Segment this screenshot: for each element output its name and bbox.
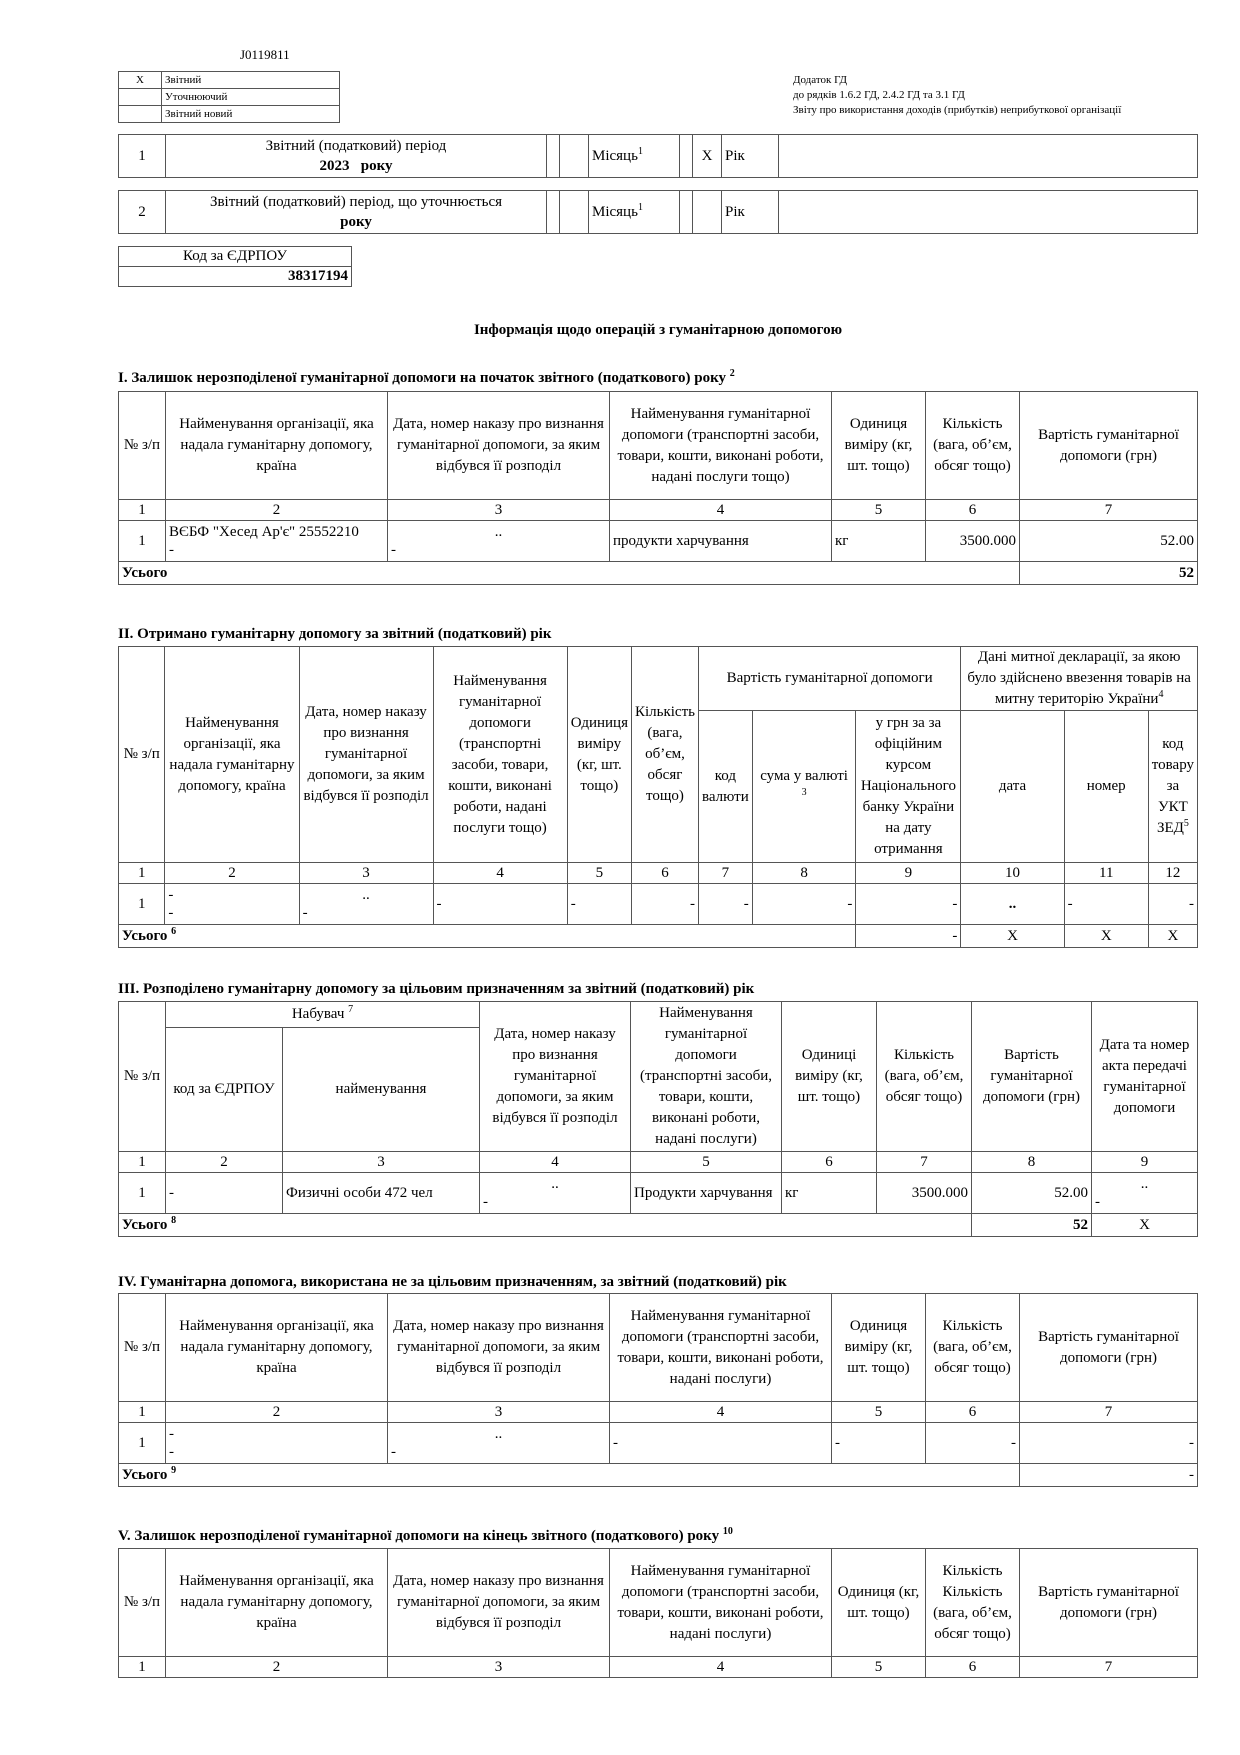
total-x: X <box>1148 925 1197 948</box>
period-year-suffix: року <box>360 158 393 174</box>
col-header: Найменування організації, яка надала гуманітарну допомогу, країна <box>166 392 388 500</box>
col-number: 2 <box>165 863 299 884</box>
col-number: 9 <box>1092 1152 1198 1173</box>
col-number: 6 <box>926 1402 1020 1423</box>
total-label: Усього $^6$ <box>119 925 856 948</box>
col-header: код за ЄДРПОУ <box>166 1028 283 1152</box>
col-number: 12 <box>1148 863 1197 884</box>
col-number: 1 <box>119 1402 166 1423</box>
month-box[interactable] <box>560 191 589 234</box>
row-sum-currency: - <box>752 884 856 925</box>
col-number: 3 <box>299 863 433 884</box>
col-header: Кількість (вага, об’єм, обсяг тощо) <box>631 647 698 863</box>
col-number: 5 <box>567 863 631 884</box>
col-number: 2 <box>166 1402 388 1423</box>
period-row-1 <box>118 134 1198 178</box>
row-quantity: - <box>631 884 698 925</box>
col-number: 4 <box>610 500 832 521</box>
period-number: 2 <box>119 191 166 234</box>
col-header: Найменування організації, яка надала гуманітарну допомогу, країна <box>165 647 299 863</box>
col-header: Найменування організації, яка надала гуманітарну допомогу, країна <box>166 1549 388 1657</box>
row-number: 1 <box>119 1173 166 1214</box>
report-type-mark[interactable] <box>119 89 162 106</box>
col-number: 2 <box>166 1657 388 1678</box>
appendix-note <box>793 73 1121 118</box>
row-aid-name: Продукти харчування <box>631 1173 782 1214</box>
row-aid-name: продукти харчування <box>610 521 832 562</box>
row-org: - - <box>165 884 299 925</box>
section-5-title: V. Залишок нерозподіленої гуманітарної допомоги на кінець звітного (податкового) року $^{10}$ <box>118 1526 733 1544</box>
col-header: № з/п <box>119 392 166 500</box>
total-label: Усього <box>119 562 1020 585</box>
col-number: 9 <box>856 863 961 884</box>
col-number: 1 <box>119 863 165 884</box>
col-number: 11 <box>1064 863 1148 884</box>
col-number: 2 <box>166 500 388 521</box>
col-header: номер <box>1064 711 1148 863</box>
col-header: Вартість гуманітарної допомоги (грн) <box>1020 1549 1198 1657</box>
col-number: 3 <box>283 1152 480 1173</box>
col-header: Найменування гуманітарної допомоги (транспортні засоби, товари, кошти, виконані роботи, надані послуги) <box>610 1549 832 1657</box>
col-number: 5 <box>832 1402 926 1423</box>
section-4-title: IV. Гуманітарна допомога, використана не за цільовим призначенням, за звітний (податковий) рік <box>118 1274 787 1290</box>
month-label: Місяць$^1$ <box>589 191 680 234</box>
col-header: Найменування гуманітарної допомоги (транспортні засоби, товари, кошти, виконані роботи, надані послуги тощо) <box>610 392 832 500</box>
col-header: Дата, номер наказу про визнання гуманітарної допомоги, за яким відбувся її розподіл <box>388 1549 610 1657</box>
row-unit: - <box>567 884 631 925</box>
col-number: 10 <box>961 863 1064 884</box>
row-customs-date: .. <box>961 884 1064 925</box>
spacer-cell <box>547 191 560 234</box>
col-header: Найменування організації, яка надала гуманітарну допомогу, країна <box>166 1294 388 1402</box>
col-header: Дата, номер наказу про визнання гуманітарної допомоги, за яким відбувся її розподіл <box>388 1294 610 1402</box>
table-row <box>119 1423 1198 1464</box>
period-year[interactable]: 2023 <box>319 158 350 174</box>
col-header: код валюти <box>698 711 752 863</box>
col-header: код товару за УКТ ЗЕД$^5$ <box>1148 711 1197 863</box>
col-header: Вартість гуманітарної допомоги (грн) <box>1020 392 1198 500</box>
col-header: Вартість гуманітарної допомоги <box>698 647 960 711</box>
col-number: 6 <box>926 1657 1020 1678</box>
row-unit: кг <box>832 521 926 562</box>
table-row <box>119 521 1198 562</box>
row-customs-number: - <box>1064 884 1148 925</box>
row-org: ВЄБФ "Хесед Ар'є" 25552210 - <box>166 521 388 562</box>
report-type-label: Звітний <box>162 72 340 89</box>
row-quantity: 3500.000 <box>926 521 1020 562</box>
col-header: Вартість гуманітарної допомоги (грн) <box>972 1002 1092 1152</box>
col-header: Одиниця виміру (кг, шт. тощо) <box>567 647 631 863</box>
report-type-label: Звітний новий <box>162 106 340 123</box>
total-row <box>119 1214 1198 1237</box>
section-2-table <box>118 646 1198 948</box>
spacer-cell <box>779 191 1198 234</box>
col-header: Дані митної декларації, за якою було здійснено ввезення товарів на митну територію України$^4$ <box>961 647 1198 711</box>
period-year-suffix: року <box>340 214 372 230</box>
col-header: Дата та номер акта передачі гуманітарної допомоги <box>1092 1002 1198 1152</box>
col-header: Дата, номер наказу про визнання гуманітарної допомоги, за яким відбувся її розподіл <box>299 647 433 863</box>
row-cost: 52.00 <box>972 1173 1092 1214</box>
col-number: 8 <box>972 1152 1092 1173</box>
col-number: 8 <box>752 863 856 884</box>
row-sum-uah: - <box>856 884 961 925</box>
col-number: 1 <box>119 1657 166 1678</box>
row-quantity: 3500.000 <box>877 1173 972 1214</box>
col-number: 1 <box>119 500 166 521</box>
total-x: X <box>1092 1214 1198 1237</box>
section-4-table <box>118 1293 1198 1487</box>
col-header: найменування <box>283 1028 480 1152</box>
col-header: № з/п <box>119 1002 166 1152</box>
edrpou-value[interactable]: 38317194 <box>119 267 352 287</box>
col-header: Набувач $^7$ <box>166 1002 480 1028</box>
row-date: .. - <box>388 1423 610 1464</box>
col-number: 4 <box>480 1152 631 1173</box>
col-header: Найменування гуманітарної допомоги (транспортні засоби, товари, кошти, виконані роботи, надані послуги) <box>631 1002 782 1152</box>
spacer-cell <box>680 191 693 234</box>
row-date: .. - <box>388 521 610 562</box>
col-number: 2 <box>166 1152 283 1173</box>
col-header: Кількість Кількість (вага, об’єм, обсяг тощо) <box>926 1549 1020 1657</box>
total-value: 52 <box>972 1214 1092 1237</box>
total-value: - <box>1020 1464 1198 1487</box>
col-number: 3 <box>388 1402 610 1423</box>
row-ukt-code: - <box>1148 884 1197 925</box>
report-type-mark[interactable]: X <box>119 72 162 89</box>
col-number: 4 <box>610 1402 832 1423</box>
col-number: 1 <box>119 1152 166 1173</box>
period-label <box>166 135 547 178</box>
row-act: .. - <box>1092 1173 1198 1214</box>
col-number: 5 <box>631 1152 782 1173</box>
year-label: Рік <box>722 191 779 234</box>
period-row-2 <box>118 190 1198 234</box>
col-number: 6 <box>631 863 698 884</box>
row-cost: 52.00 <box>1020 521 1198 562</box>
col-header: Одиниця виміру (кг, шт. тощо) <box>832 1294 926 1402</box>
col-header: № з/п <box>119 1294 166 1402</box>
spacer-cell <box>680 135 693 178</box>
month-box[interactable] <box>560 135 589 178</box>
appendix-line: до рядків 1.6.2 ГД, 2.4.2 ГД та 3.1 ГД <box>793 89 965 101</box>
report-type-mark[interactable] <box>119 106 162 123</box>
col-header: Найменування гуманітарної допомоги (транспортні засоби, товари, кошти, виконані роботи, надані послуги) <box>610 1294 832 1402</box>
row-aid-name: - <box>610 1423 832 1464</box>
col-number: 6 <box>926 500 1020 521</box>
row-date: .. - <box>480 1173 631 1214</box>
total-value: - <box>856 925 961 948</box>
year-mark-box[interactable] <box>693 191 722 234</box>
col-header: Дата, номер наказу про визнання гуманітарної допомоги, за яким відбувся її розподіл <box>480 1002 631 1152</box>
total-x: X <box>1064 925 1148 948</box>
month-label: Місяць$^1$ <box>589 135 680 178</box>
spacer-cell <box>779 135 1198 178</box>
col-header: дата <box>961 711 1064 863</box>
total-x: X <box>961 925 1064 948</box>
document-code: J0119811 <box>240 47 290 62</box>
appendix-line: Звіту про використання доходів (прибутків) неприбуткової організації <box>793 104 1122 116</box>
period-label-text: Звітний (податковий) період, що уточнюється <box>209 194 503 210</box>
col-number: 7 <box>1020 1657 1198 1678</box>
col-header: Одиниця виміру (кг, шт. тощо) <box>832 392 926 500</box>
col-number: 3 <box>388 1657 610 1678</box>
row-currency: - <box>698 884 752 925</box>
col-header: Одиниці виміру (кг, шт. тощо) <box>782 1002 877 1152</box>
col-number: 4 <box>610 1657 832 1678</box>
edrpou-label: Код за ЄДРПОУ <box>119 247 352 267</box>
col-number: 7 <box>877 1152 972 1173</box>
row-quantity: - <box>926 1423 1020 1464</box>
table-row <box>119 1173 1198 1214</box>
row-recipient-code: - <box>166 1173 283 1214</box>
row-recipient-name: Физичні особи 472 чел <box>283 1173 480 1214</box>
section-3-table <box>118 1001 1198 1237</box>
period-label <box>166 191 547 234</box>
col-header: Вартість гуманітарної допомоги (грн) <box>1020 1294 1198 1402</box>
col-header: № з/п <box>119 647 165 863</box>
col-header: Дата, номер наказу про визнання гуманітарної допомоги, за яким відбувся її розподіл <box>388 392 610 500</box>
col-header: Найменування гуманітарної допомоги (транспортні засоби, товари, кошти, виконані роботи, надані послуги тощо) <box>433 647 567 863</box>
total-row <box>119 1464 1198 1487</box>
col-header: Кількість (вага, об’єм, обсяг тощо) <box>877 1002 972 1152</box>
period-number: 1 <box>119 135 166 178</box>
col-header: сума у валюті $^3$ <box>752 711 856 863</box>
col-header: у грн за за офіційним курсом Національного банку України на дату отримання <box>856 711 961 863</box>
table-row <box>119 884 1198 925</box>
section-2-title: II. Отримано гуманітарну допомогу за звітний (податковий) рік <box>118 626 552 642</box>
section-1-table <box>118 391 1198 585</box>
col-number: 6 <box>782 1152 877 1173</box>
row-number: 1 <box>119 884 165 925</box>
appendix-line: Додаток ГД <box>793 74 848 86</box>
col-number: 3 <box>388 500 610 521</box>
row-number: 1 <box>119 1423 166 1464</box>
spacer-cell <box>547 135 560 178</box>
col-number: 5 <box>832 500 926 521</box>
period-label-text: Звітний (податковий) період <box>265 138 447 154</box>
edrpou-box <box>118 246 352 287</box>
col-number: 7 <box>1020 1402 1198 1423</box>
row-unit: кг <box>782 1173 877 1214</box>
col-number: 7 <box>1020 500 1198 521</box>
section-1-title: I. Залишок нерозподіленої гуманітарної допомоги на початок звітного (податкового) року $^2$ <box>118 368 735 386</box>
row-aid-name: - <box>433 884 567 925</box>
col-number: 7 <box>698 863 752 884</box>
col-header: Кількість (вага, об’єм, обсяг тощо) <box>926 392 1020 500</box>
col-number: 4 <box>433 863 567 884</box>
section-5-table <box>118 1548 1198 1678</box>
total-row <box>119 562 1198 585</box>
row-unit: - <box>832 1423 926 1464</box>
row-number: 1 <box>119 521 166 562</box>
section-3-title: III. Розподілено гуманітарну допомогу за цільовим призначенням за звітний (податковий) рік <box>118 981 755 997</box>
row-cost: - <box>1020 1423 1198 1464</box>
total-value: 52 <box>1020 562 1198 585</box>
col-number: 5 <box>832 1657 926 1678</box>
total-label: Усього $^9$ <box>119 1464 1020 1487</box>
col-header: Одиниця (кг, шт. тощо) <box>832 1549 926 1657</box>
report-type-box <box>118 71 340 123</box>
year-label: Рік <box>722 135 779 178</box>
total-row <box>119 925 1198 948</box>
report-type-label: Уточнюючий <box>162 89 340 106</box>
col-header: Кількість (вага, об’єм, обсяг тощо) <box>926 1294 1020 1402</box>
row-date: .. - <box>299 884 433 925</box>
col-header: № з/п <box>119 1549 166 1657</box>
row-org: - - <box>166 1423 388 1464</box>
total-label: Усього $^8$ <box>119 1214 972 1237</box>
main-title: Інформація щодо операцій з гуманітарною допомогою <box>473 322 843 338</box>
year-mark-box[interactable]: X <box>693 135 722 178</box>
